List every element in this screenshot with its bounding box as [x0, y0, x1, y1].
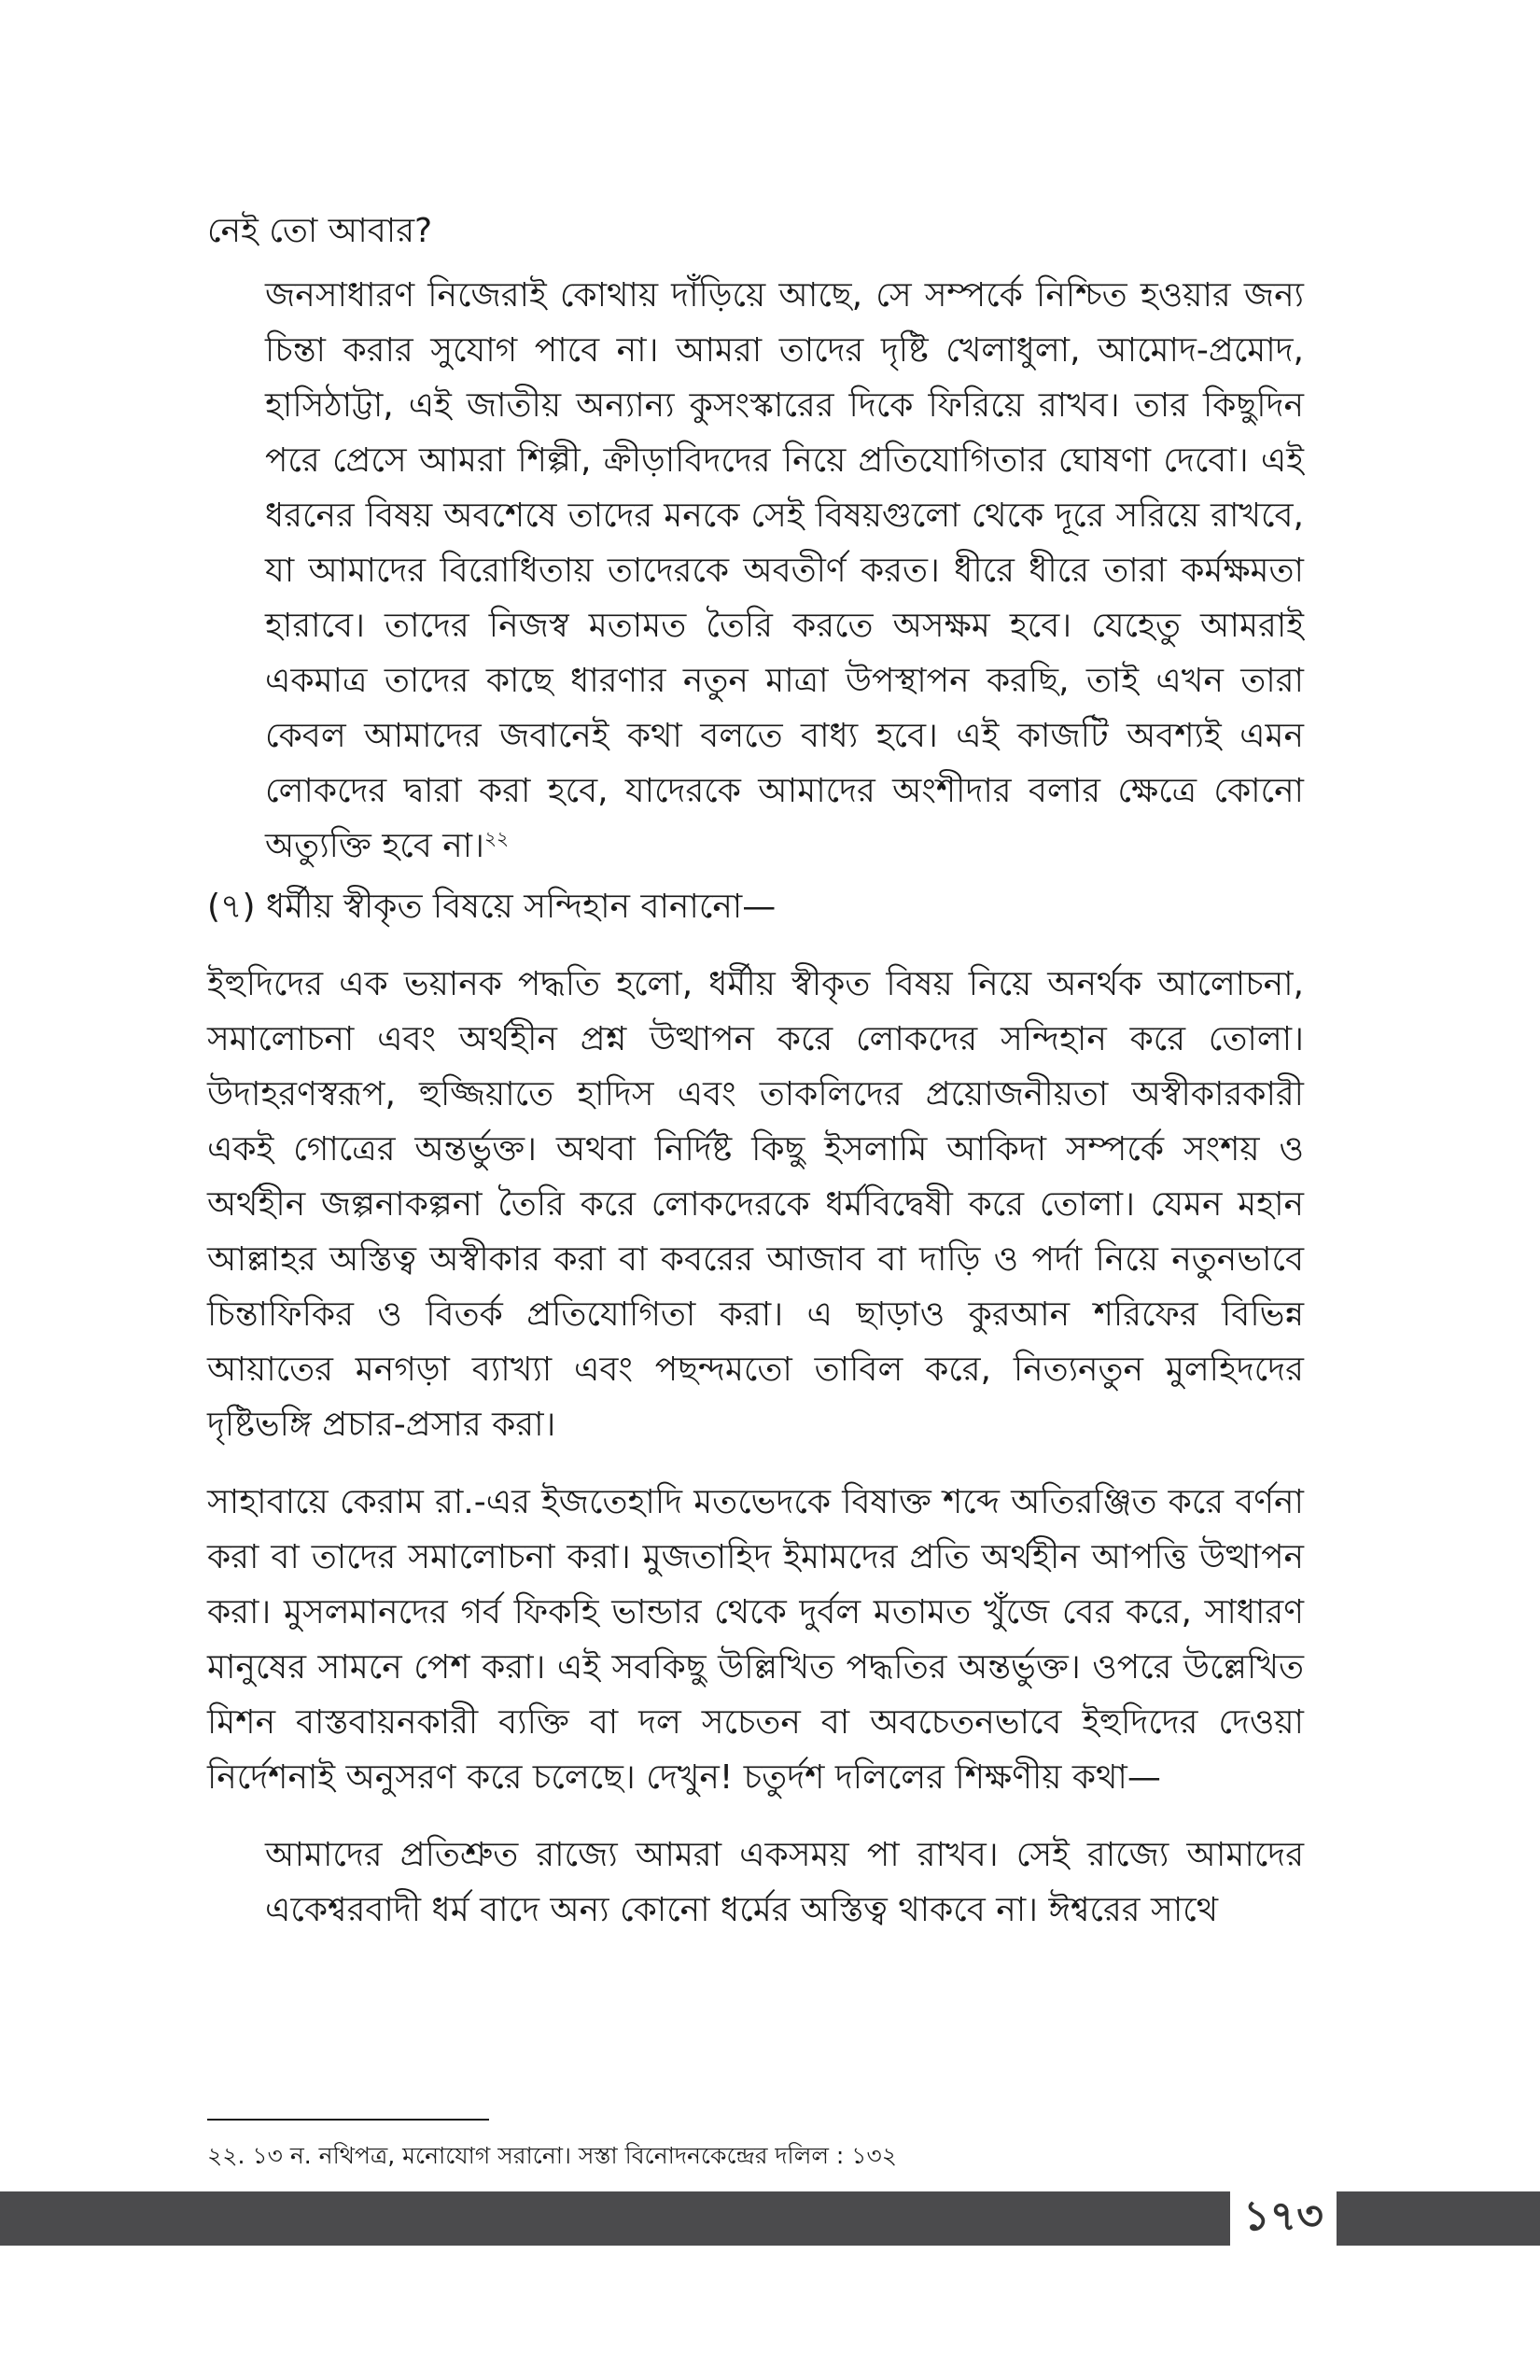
footnote-divider — [207, 2119, 489, 2121]
block-quote-2: আমাদের প্রতিশ্রুত রাজ্যে আমরা একসময় পা রাখব। সেই রাজ্যে আমাদের একেশ্বরবাদী ধর্ম বাদে অন্য কোনো ধর্মের অস্তিত্ব থাকবে না। ঈশ্বরের সাথে — [265, 1836, 1304, 1929]
paragraph-1: ইহুদিদের এক ভয়ানক পদ্ধতি হলো, ধর্মীয় স্বীকৃত বিষয় নিয়ে অনর্থক আলোচনা, সমালোচনা এবং অর্থহীন প্রশ্ন উত্থাপন করে লোকদের সন্দিহান করে তোলা। উদাহরণস্বরূপ, হুজ্জিয়াতে হাদিস এবং তাকলিদের প্রয়োজনীয়তা অস্বীকারকারী একই গোত্রের অন্তর্ভুক্ত। অথবা নির্দিষ্ট কিছু ইসলামি আকিদা সম্পর্কে সংশয় ও অর্থহীন জল্পনাকল্পনা তৈরি করে লোকদেরকে ধর্মবিদ্বেষী করে তোলা। যেমন মহান আল্লাহর অস্তিত্ব অস্বীকার করা বা কবরের আজাব বা দাড়ি ও পর্দা নিয়ে নতুনভাবে চিন্তাফিকির ও বিতর্ক প্রতিযোগিতা করা। এ ছাড়াও কুরআন শরিফের বিভিন্ন আয়াতের মনগড়া ব্যাখ্যা এবং পছন্দমতো তাবিল করে, নিত্যনতুন মুলহিদদের দৃষ্টিভঙ্গি প্রচার-প্রসার করা। — [207, 965, 1304, 1444]
page-number: ১৭৩ — [1230, 2191, 1337, 2246]
block-quote-1 — [207, 268, 1304, 874]
block-quote-1-text: জনসাধারণ নিজেরাই কোথায় দাঁড়িয়ে আছে, সে সম্পর্কে নিশ্চিত হওয়ার জন্য চিন্তা করার সুযোগ পাবে না। আমরা তাদের দৃষ্টি খেলাধুলা, আমোদ-প্রমোদ, হাসিঠাট্টা, এই জাতীয় অন্যান্য কুসংস্কারের দিকে ফিরিয়ে রাখব। তার কিছুদিন পরে প্রেসে আমরা শিল্পী, ক্রীড়াবিদদের নিয়ে প্রতিযোগিতার ঘোষণা দেবো। এই ধরনের বিষয় অবশেষে তাদের মনকে সেই বিষয়গুলো থেকে দূরে সরিয়ে রাখবে, যা আমাদের বিরোধিতায় তাদেরকে অবতীর্ণ করত। ধীরে ধীরে তারা কর্মক্ষমতা হারাবে। তাদের নিজস্ব মতামত তৈরি করতে অসক্ষম হবে। যেহেতু আমরাই একমাত্র তাদের কাছে ধারণার নতুন মাত্রা উপস্থাপন করছি, তাই এখন তারা কেবল আমাদের জবানেই কথা বলতে বাধ্য হবে। এই কাজটি অবশ্যই এমন লোকদের দ্বারা করা হবে, যাদেরকে আমাদের অংশীদার বলার ক্ষেত্রে কোনো অত্যুক্তি হবে না। — [265, 276, 1304, 865]
intro-line: নেই তো আবার? — [207, 212, 433, 250]
page-body — [207, 203, 1304, 1954]
section-heading: (৭) ধর্মীয় স্বীকৃত বিষয়ে সন্দিহান বানানো— — [207, 888, 777, 926]
footnote: ২২. ১৩ ন. নথিপত্র, মনোযোগ সরানো। সস্তা বিনোদনকেন্দ্রের দলিল : ১৩২ — [207, 2142, 898, 2169]
paragraph-2: সাহাবায়ে কেরাম রা.-এর ইজতেহাদি মতভেদকে বিষাক্ত শব্দে অতিরঞ্জিত করে বর্ণনা করা বা তাদের সমালোচনা করা। মুজতাহিদ ইমামদের প্রতি অর্থহীন আপত্তি উত্থাপন করা। মুসলমানদের গর্ব ফিকহি ভান্ডার থেকে দুর্বল মতামত খুঁজে বের করে, সাধারণ মানুষের সামনে পেশ করা। এই সবকিছু উল্লিখিত পদ্ধতির অন্তর্ভুক্ত। ওপরে উল্লেখিত মিশন বাস্তবায়নকারী ব্যক্তি বা দল সচেতন বা অবচেতনভাবে ইহুদিদের দেওয়া নির্দেশনাই অনুসরণ করে চলেছে। দেখুন! চতুর্দশ দলিলের শিক্ষণীয় কথা— — [207, 1483, 1304, 1797]
footnote-ref[interactable]: ২২ — [484, 827, 510, 849]
